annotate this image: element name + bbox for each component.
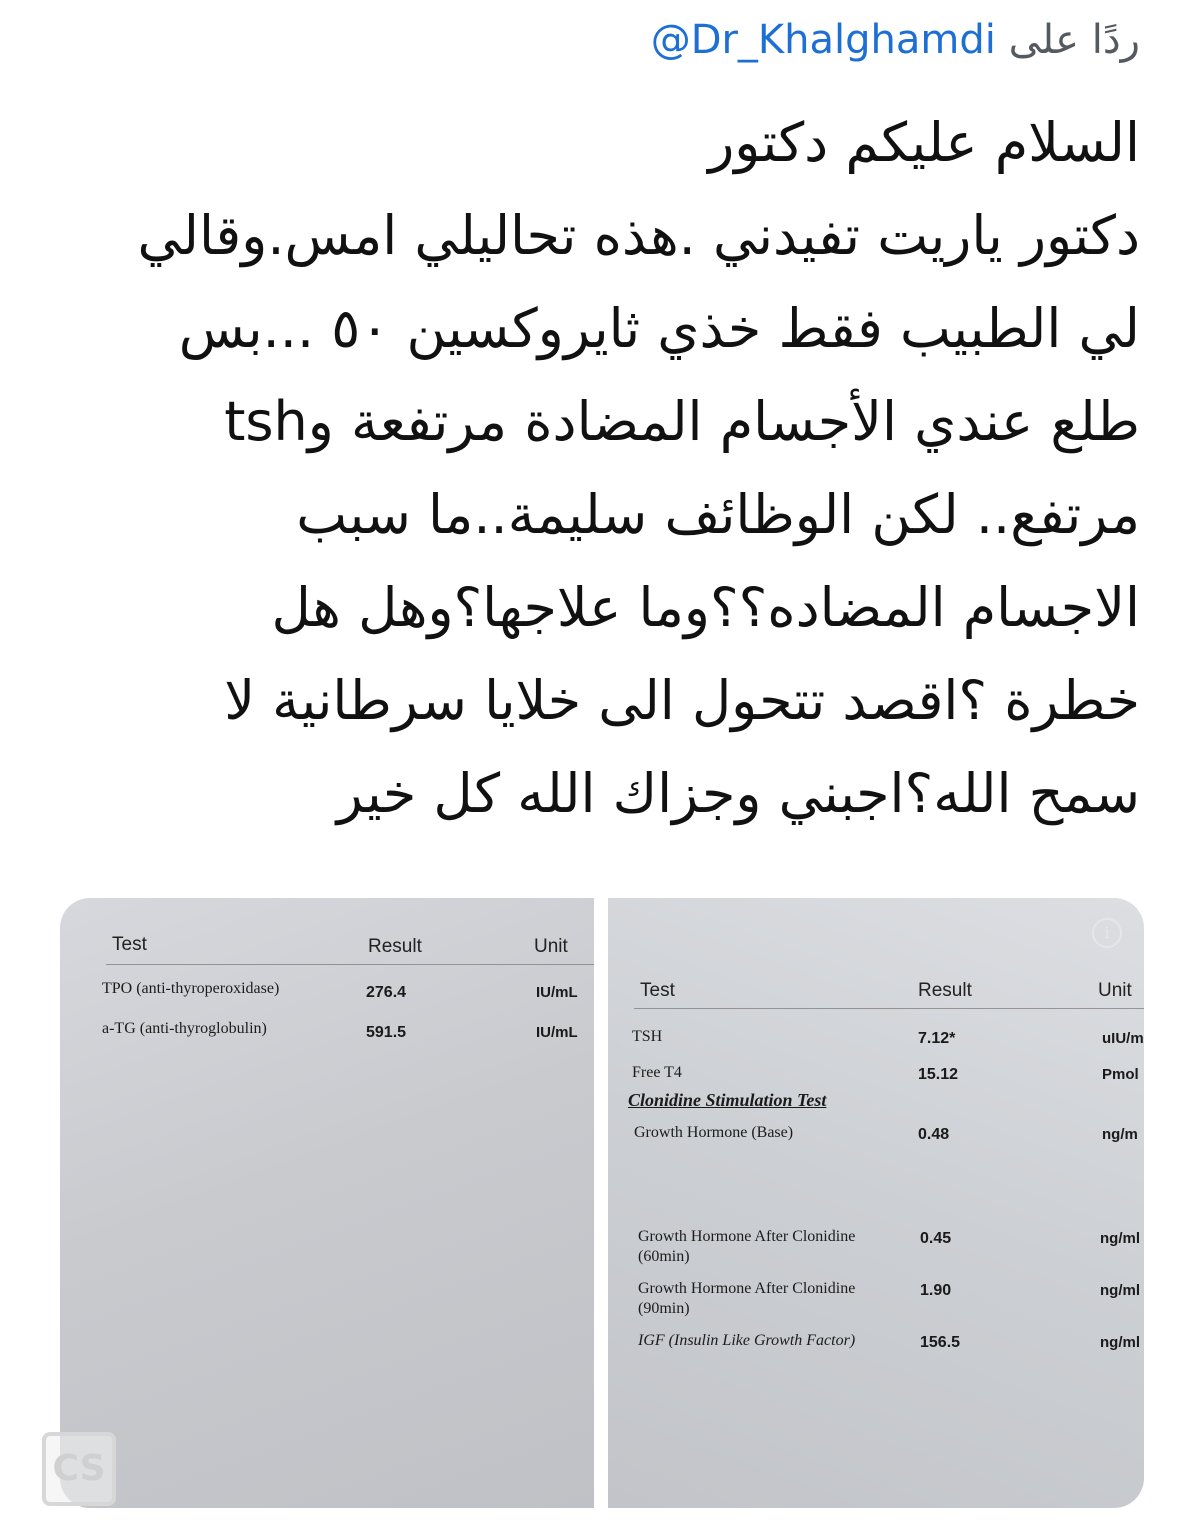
reply-context bbox=[651, 14, 1140, 66]
test-result: 7.12* bbox=[918, 1030, 956, 1047]
test-name: TPO (anti-thyroperoxidase) bbox=[102, 980, 280, 997]
column-header-result: Result bbox=[368, 936, 422, 957]
column-header-result: Result bbox=[918, 980, 972, 1001]
test-result: 15.12 bbox=[918, 1066, 959, 1083]
test-name: Free T4 bbox=[632, 1064, 682, 1081]
test-name: Growth Hormone (Base) bbox=[634, 1124, 794, 1141]
column-header-unit: Unit bbox=[1098, 980, 1132, 1001]
test-unit: Pmol bbox=[1102, 1066, 1139, 1083]
test-unit: IU/mL bbox=[536, 1024, 578, 1041]
test-result: 591.5 bbox=[366, 1024, 407, 1041]
test-result: 156.5 bbox=[920, 1334, 961, 1351]
tweet-media-grid bbox=[60, 898, 1144, 1508]
test-unit: ng/ml bbox=[1100, 1230, 1140, 1247]
test-name: TSH bbox=[632, 1028, 663, 1045]
test-result: 0.45 bbox=[920, 1230, 952, 1247]
camscanner-logo-icon: CS bbox=[42, 1432, 116, 1506]
header-rule bbox=[106, 964, 594, 965]
lab-report-photo-antibodies[interactable] bbox=[60, 898, 594, 1508]
test-result: 276.4 bbox=[366, 984, 407, 1001]
tweet-text bbox=[50, 96, 1140, 840]
tweet-line: دكتور ياريت تفيدني .هذه تحاليلي امس.وقالي bbox=[137, 204, 1140, 267]
column-header-test: Test bbox=[112, 934, 147, 955]
reply-prefix: ردًا على bbox=[1008, 17, 1140, 63]
test-unit: IU/mL bbox=[536, 984, 578, 1001]
tweet-line: السلام عليكم دكتور bbox=[708, 111, 1140, 174]
test-name-detail: (60min) bbox=[638, 1248, 690, 1265]
test-name: a-TG (anti-thyroglobulin) bbox=[102, 1020, 267, 1037]
test-result: 1.90 bbox=[920, 1282, 952, 1299]
test-name: Growth Hormone After Clonidine bbox=[638, 1228, 856, 1245]
column-header-unit: Unit bbox=[534, 936, 568, 957]
lab-report-photo-hormones[interactable] bbox=[608, 898, 1144, 1508]
tweet-line: الاجسام المضاده؟؟وما علاجها؟وهل هل bbox=[271, 576, 1140, 639]
tweet-line: طلع عندي الأجسام المضادة مرتفعة وtsh bbox=[224, 390, 1140, 453]
test-unit: ng/m bbox=[1102, 1126, 1138, 1143]
column-header-test: Test bbox=[640, 980, 675, 1001]
test-unit: uIU/m bbox=[1102, 1030, 1144, 1047]
test-name: IGF (Insulin Like Growth Factor) bbox=[638, 1332, 856, 1349]
test-name: Growth Hormone After Clonidine bbox=[638, 1280, 856, 1297]
test-unit: ng/ml bbox=[1100, 1282, 1140, 1299]
test-name-detail: (90min) bbox=[638, 1300, 690, 1317]
test-result: 0.48 bbox=[918, 1126, 950, 1143]
info-icon[interactable]: i bbox=[1092, 918, 1122, 948]
section-title: Clonidine Stimulation Test bbox=[628, 1090, 827, 1110]
tweet-line: سمح الله؟اجبني وجزاك الله كل خير bbox=[336, 762, 1140, 825]
header-rule bbox=[634, 1008, 1144, 1009]
tweet-line: خطرة ؟اقصد تتحول الى خلايا سرطانية لا bbox=[224, 669, 1140, 732]
reply-handle-link[interactable]: @Dr_Khalghamdi bbox=[650, 17, 996, 63]
test-unit: ng/ml bbox=[1100, 1334, 1140, 1351]
tweet-line: لي الطبيب فقط خذي ثايروكسين ٥٠ ...بس bbox=[178, 297, 1140, 360]
tweet-line: مرتفع.. لكن الوظائف سليمة..ما سبب bbox=[296, 483, 1140, 546]
